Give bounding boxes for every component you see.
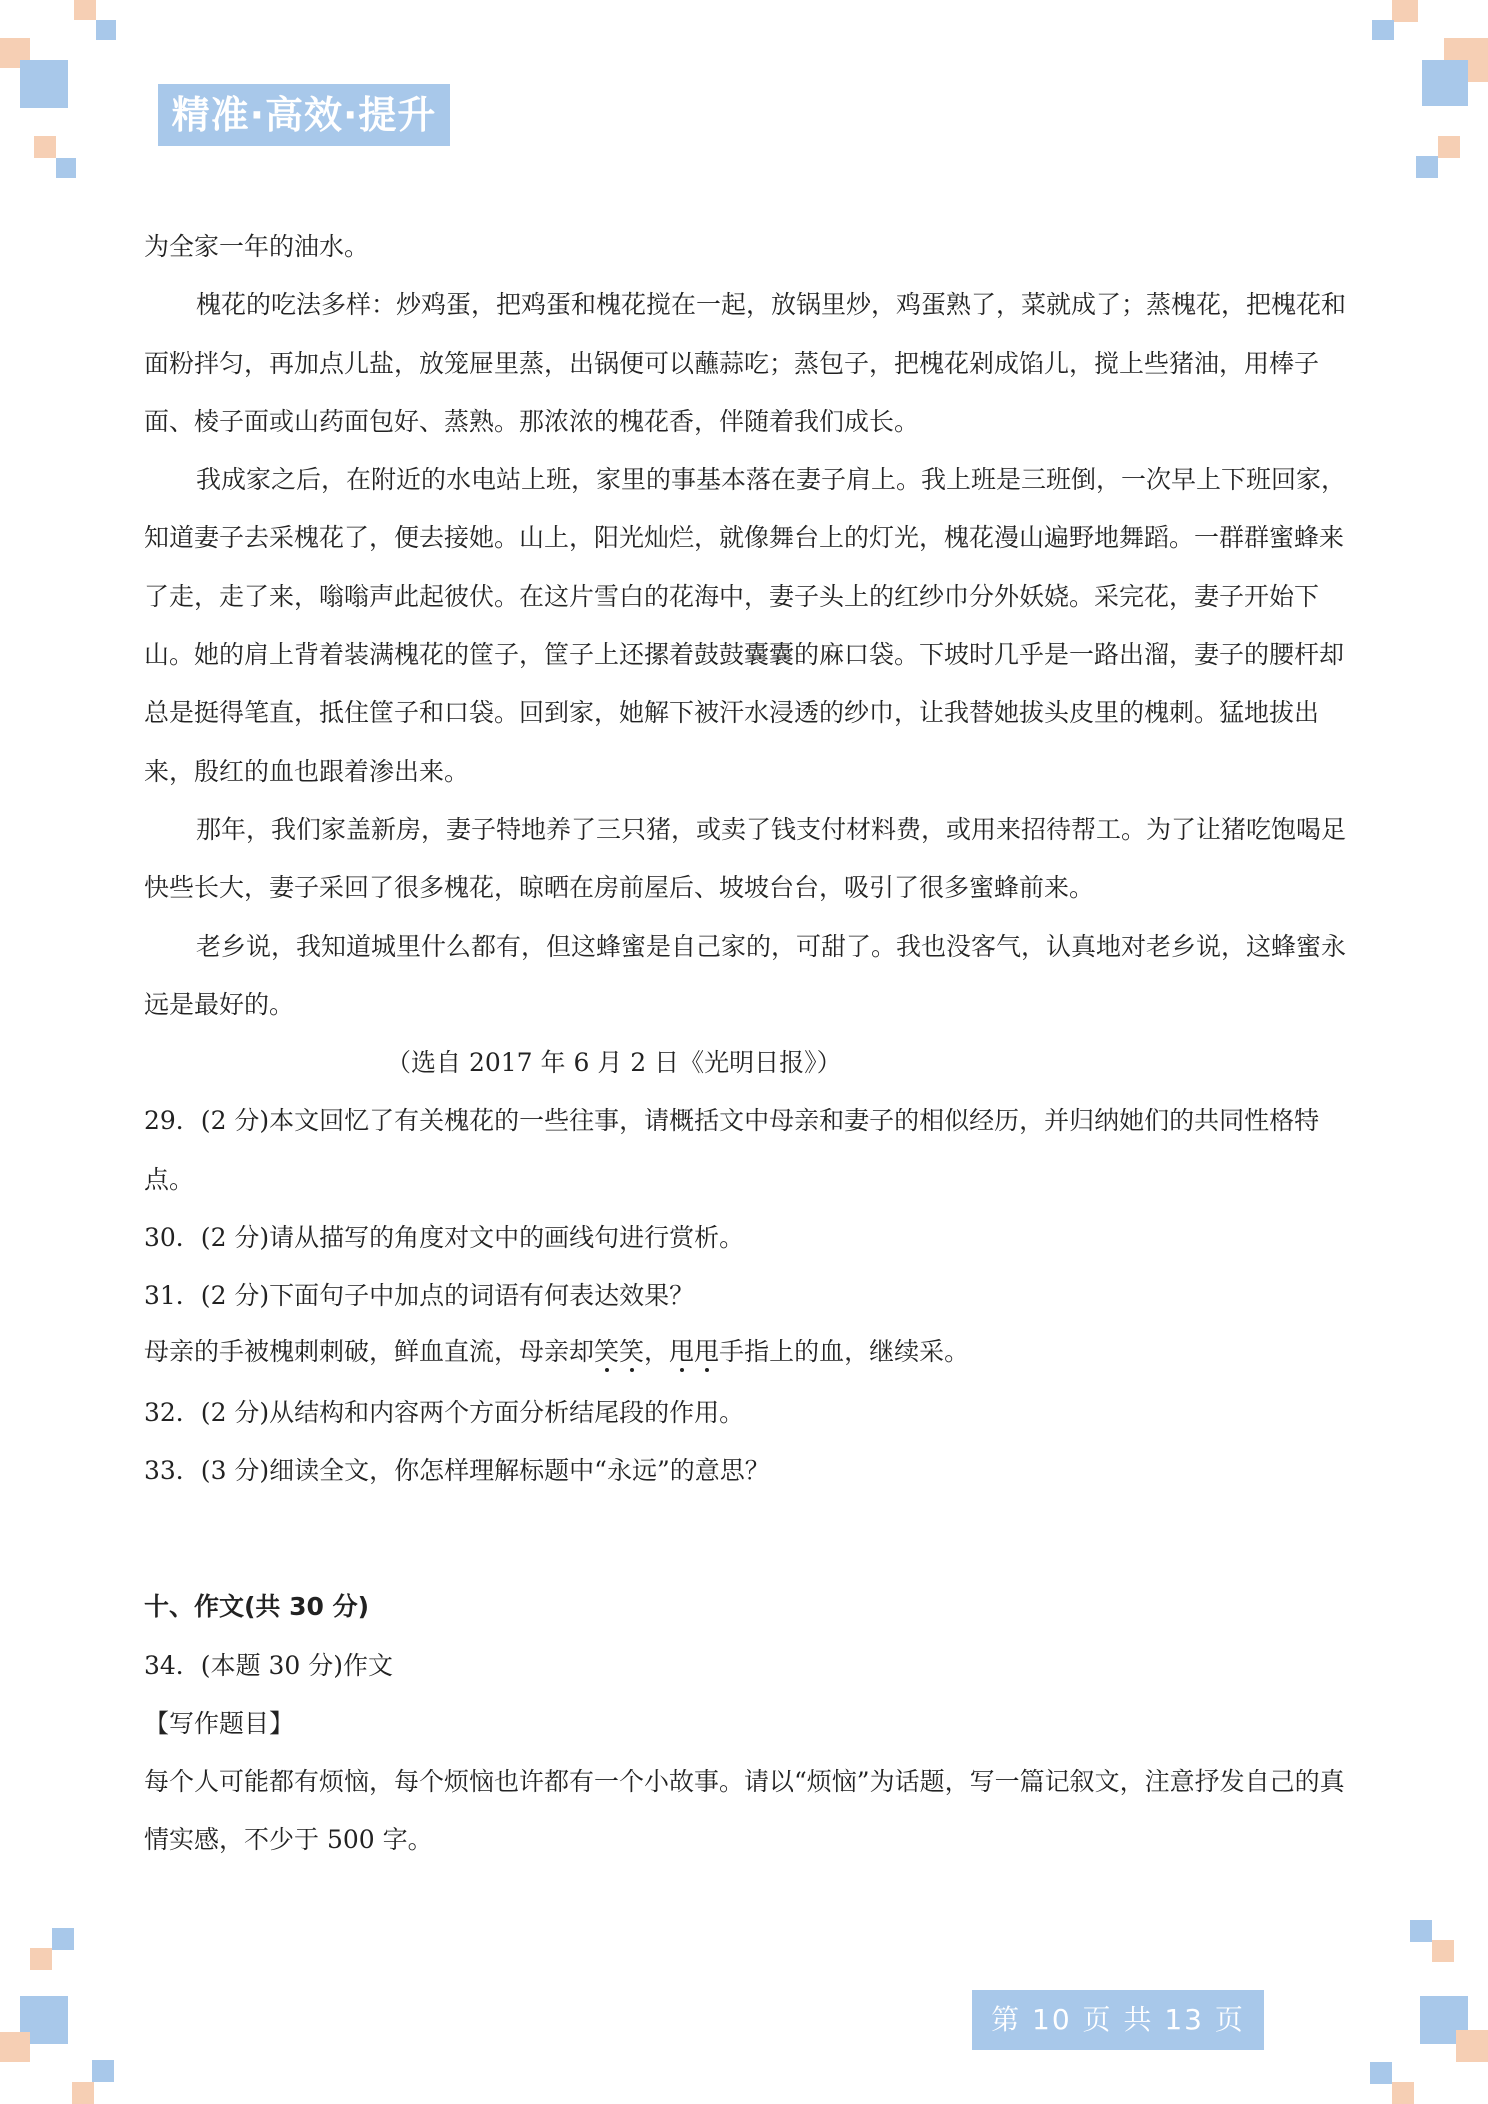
- document-body: [144, 218, 1350, 1870]
- question-33: 33．(3 分)细读全文，你怎样理解标题中“永远”的意思？: [144, 1455, 770, 1485]
- passage-paragraph: 槐花的吃法多样：炒鸡蛋，把鸡蛋和槐花搅在一起，放锅里炒，鸡蛋熟了，菜就成了；蒸槐花，把槐花和面粉拌匀，再加点儿盐，放笼屉里蒸，出锅便可以蘸蒜吃；蒸包子，把槐花剁成馅儿，搅上些猪油，用棒子面、棱子面或山药面包好、蒸熟。那浓浓的槐花香，伴随着我们成长。: [144, 290, 1347, 436]
- sentence-text: 手指上的血，继续采。: [719, 1336, 970, 1366]
- header-banner: 精准·高效·提升: [158, 84, 450, 146]
- sentence-text: 母亲的手被槐刺刺破，鲜血直流，母亲却: [144, 1336, 595, 1366]
- sentence-text: ，: [644, 1336, 670, 1366]
- essay-section-title: 十、作文(共 30 分): [144, 1592, 370, 1622]
- question-31-sentence: [144, 1326, 1350, 1378]
- question-34: 34．(本题 30 分)作文: [144, 1650, 394, 1680]
- question-32: 32．(2 分)从结构和内容两个方面分析结尾段的作用。: [144, 1397, 745, 1427]
- essay-label: 【写作题目】: [144, 1708, 295, 1738]
- page-number: 第 10 页 共 13 页: [972, 1990, 1264, 2050]
- dotted-word: 甩: [669, 1336, 695, 1366]
- passage-paragraph: 我成家之后，在附近的水电站上班，家里的事基本落在妻子肩上。我上班是三班倒，一次早上下班回家，知道妻子去采槐花了，便去接她。山上，阳光灿烂，就像舞台上的灯光，槐花漫山遍野地舞蹈。一群群蜜蜂来了走，走了来，嗡嗡声此起彼伏。在这片雪白的花海中，妻子头上的红纱巾分外妖娆。采完花，妻子开始下山。她的肩上背着装满槐花的筐子，筐子上还摞着鼓鼓囊囊的麻口袋。下坡时几乎是一路出溜，妻子的腰杆却总是挺得笔直，抵住筐子和口袋。回到家，她解下被汗水浸透的纱巾，让我替她拔头皮里的槐刺。猛地拔出来，殷红的血也跟着渗出来。: [144, 465, 1347, 786]
- passage-paragraph: 为全家一年的油水。: [144, 232, 370, 261]
- dotted-word: 笑: [619, 1336, 645, 1366]
- dotted-word: 甩: [694, 1336, 720, 1366]
- source-citation: （选自 2017 年 6 月 2 日《光明日报》）: [386, 1048, 842, 1078]
- essay-prompt: 每个人可能都有烦恼，每个烦恼也许都有一个小故事。请以“烦恼”为话题，写一篇记叙文，注意抒发自己的真情实感，不少于 500 字。: [144, 1767, 1345, 1855]
- question-29: 29．(2 分)本文回忆了有关槐花的一些往事，请概括文中母亲和妻子的相似经历，并归纳她们的共同性格特点。: [144, 1106, 1320, 1194]
- question-30: 30．(2 分)请从描写的角度对文中的画线句进行赏析。: [144, 1223, 745, 1253]
- passage-paragraph: 老乡说，我知道城里什么都有，但这蜂蜜是自己家的，可甜了。我也没客气，认真地对老乡说，这蜂蜜永远是最好的。: [144, 931, 1347, 1019]
- question-31: 31．(2 分)下面句子中加点的词语有何表达效果？: [144, 1281, 695, 1311]
- passage-paragraph: 那年，我们家盖新房，妻子特地养了三只猪，或卖了钱支付材料费，或用来招待帮工。为了让猪吃饱喝足快些长大，妻子采回了很多槐花，晾晒在房前屋后、坡坡台台，吸引了很多蜜蜂前来。: [144, 814, 1347, 903]
- dotted-word: 笑: [594, 1336, 620, 1366]
